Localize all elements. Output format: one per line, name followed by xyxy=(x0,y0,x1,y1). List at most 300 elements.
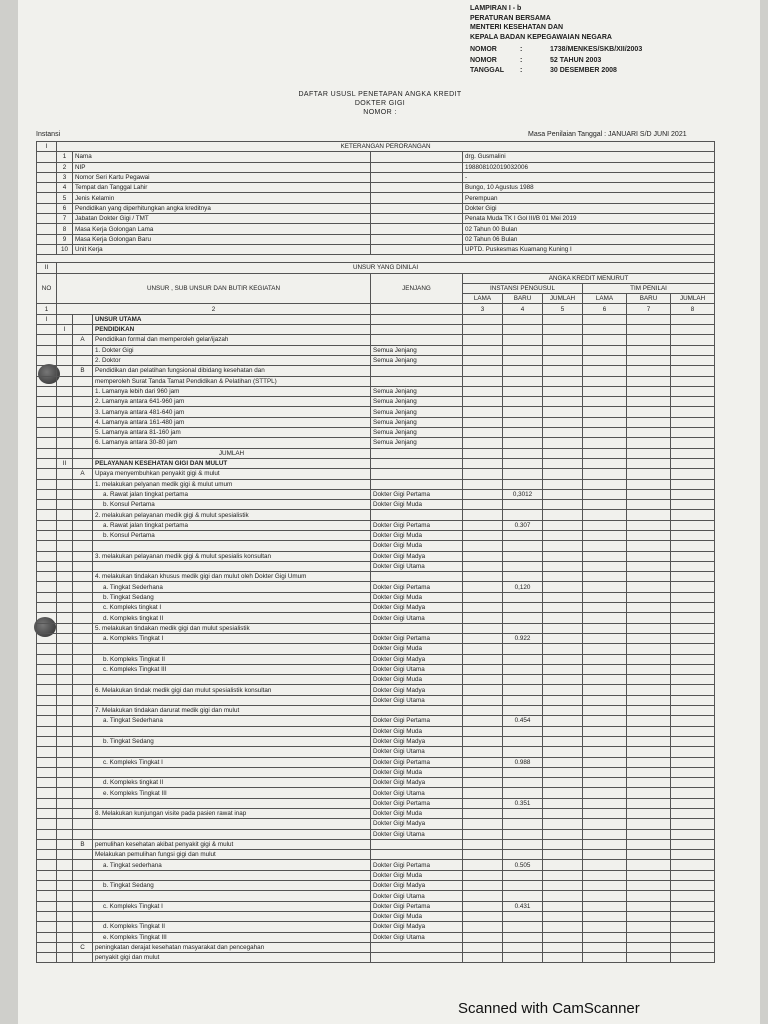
blank-cell xyxy=(463,767,503,777)
row-letter xyxy=(73,407,93,417)
row-no xyxy=(37,603,57,613)
blank-cell xyxy=(583,942,627,952)
blank-cell xyxy=(671,397,715,407)
blank-cell xyxy=(463,788,503,798)
blank-cell xyxy=(463,870,503,880)
row-jenjang: Dokter Gigi Utama xyxy=(371,932,463,942)
table-row xyxy=(37,386,715,396)
row-sub-no xyxy=(57,911,73,921)
row-letter: A xyxy=(73,335,93,345)
table-row xyxy=(37,623,715,633)
row-jenjang xyxy=(371,314,463,324)
personal-row xyxy=(37,162,715,172)
blank-cell xyxy=(627,335,671,345)
row-baru-value: 0.922 xyxy=(503,633,543,643)
row-letter xyxy=(73,695,93,705)
blank-cell xyxy=(583,500,627,510)
personal-no: 8 xyxy=(57,224,73,234)
table-row xyxy=(37,870,715,880)
row-no xyxy=(37,551,57,561)
row-baru-value xyxy=(503,726,543,736)
blank-cell xyxy=(371,304,463,314)
blank-cell xyxy=(627,469,671,479)
row-baru-value xyxy=(503,685,543,695)
blank-cell xyxy=(627,809,671,819)
blank-cell xyxy=(583,736,627,746)
row-no xyxy=(37,870,57,880)
header-baru: BARU xyxy=(503,294,543,304)
row-letter xyxy=(73,675,93,685)
blank-cell xyxy=(463,325,503,335)
blank-cell xyxy=(627,706,671,716)
personal-no: 4 xyxy=(57,183,73,193)
header-instansi: INSTANSI PENGUSUL xyxy=(463,283,583,293)
row-baru-value xyxy=(503,397,543,407)
table-row xyxy=(37,767,715,777)
blank-cell xyxy=(671,716,715,726)
camscanner-watermark: Scanned with CamScanner xyxy=(458,1000,640,1017)
blank-cell xyxy=(671,479,715,489)
blank-cell xyxy=(671,644,715,654)
row-letter xyxy=(73,438,93,448)
row-activity xyxy=(93,695,371,705)
ref-sep: : xyxy=(520,46,523,53)
row-jenjang xyxy=(371,479,463,489)
blank-cell xyxy=(463,469,503,479)
row-activity: penyakit gigi dan mulut xyxy=(93,953,371,963)
row-activity xyxy=(93,747,371,757)
row-letter: A xyxy=(73,469,93,479)
row-activity: pemulihan kesehatan akibat penyakit gigi & mulut xyxy=(93,839,371,849)
blank-cell xyxy=(583,613,627,623)
row-activity xyxy=(93,726,371,736)
row-sub-no xyxy=(57,582,73,592)
blank-cell xyxy=(463,809,503,819)
row-baru-value xyxy=(503,428,543,438)
table-row xyxy=(37,469,715,479)
row-sub-no: II xyxy=(57,458,73,468)
blank-cell xyxy=(627,438,671,448)
row-no xyxy=(37,500,57,510)
instansi-label: Instansi xyxy=(36,131,61,138)
row-jenjang: Dokter Gigi Utama xyxy=(371,561,463,571)
header-no: NO xyxy=(37,273,57,304)
title-line: DAFTAR USUSL PENETAPAN ANGKA KREDIT xyxy=(298,91,462,98)
lampiran-line: MENTERI KESEHATAN DAN xyxy=(470,24,564,31)
blank-cell xyxy=(583,757,627,767)
lampiran-line: KEPALA BADAN KEPEGAWAIAN NEGARA xyxy=(470,33,612,41)
row-letter xyxy=(73,706,93,716)
blank-cell xyxy=(543,850,583,860)
section-number: I xyxy=(37,142,57,152)
blank-cell xyxy=(463,417,503,427)
row-letter xyxy=(73,561,93,571)
blank-cell xyxy=(543,438,583,448)
row-no xyxy=(37,510,57,520)
blank-cell xyxy=(543,953,583,963)
blank-cell xyxy=(627,417,671,427)
blank-cell xyxy=(543,798,583,808)
blank-cell xyxy=(543,510,583,520)
row-activity: c. Kompleks Tingkat I xyxy=(93,901,371,911)
blank-cell xyxy=(543,335,583,345)
table-row xyxy=(37,603,715,613)
row-activity: c. Kompleks Tingkat I xyxy=(93,757,371,767)
blank-cell xyxy=(627,355,671,365)
blank-cell xyxy=(463,428,503,438)
row-jenjang: Semua Jenjang xyxy=(371,397,463,407)
blank-cell xyxy=(463,901,503,911)
personal-value: drg. Gusmalini xyxy=(463,152,715,162)
blank-cell xyxy=(463,798,503,808)
header-angka-kredit: ANGKA KREDIT MENURUT xyxy=(463,273,715,283)
row-sub-no xyxy=(57,798,73,808)
blank-cell xyxy=(627,325,671,335)
blank-cell xyxy=(627,603,671,613)
row-activity: 8. Melakukan kunjungan visite pada pasien rawat inap xyxy=(93,809,371,819)
blank-cell xyxy=(543,778,583,788)
personal-no: 7 xyxy=(57,214,73,224)
row-no xyxy=(37,448,57,458)
blank-cell xyxy=(543,314,583,324)
row-jenjang: Dokter Gigi Muda xyxy=(371,675,463,685)
row-jenjang xyxy=(371,706,463,716)
row-jenjang: Semua Jenjang xyxy=(371,386,463,396)
blank-cell xyxy=(627,870,671,880)
row-letter xyxy=(73,458,93,468)
row-sub-no xyxy=(57,530,73,540)
blank-cell xyxy=(627,551,671,561)
blank-cell xyxy=(671,850,715,860)
blank-cell xyxy=(371,214,463,224)
row-baru-value xyxy=(503,458,543,468)
ref-value: 1738/MENKES/SKB/XII/2003 xyxy=(550,46,643,53)
blank-cell xyxy=(627,386,671,396)
row-jenjang: Dokter Gigi Muda xyxy=(371,809,463,819)
row-jenjang xyxy=(371,469,463,479)
blank-cell xyxy=(583,603,627,613)
row-letter xyxy=(73,922,93,932)
blank-cell xyxy=(627,376,671,386)
blank-cell xyxy=(463,860,503,870)
blank-cell xyxy=(463,819,503,829)
blank-cell xyxy=(583,850,627,860)
blank-cell xyxy=(583,428,627,438)
blank-cell xyxy=(463,706,503,716)
lampiran-line: PERATURAN BERSAMA xyxy=(470,14,551,22)
table-row xyxy=(37,788,715,798)
blank-cell xyxy=(463,695,503,705)
blank-cell xyxy=(627,778,671,788)
title-line: DOKTER GIGI xyxy=(354,100,406,107)
row-activity: PENDIDIKAN xyxy=(93,325,371,335)
row-baru-value xyxy=(503,922,543,932)
row-activity: 5. Lamanya antara 81-160 jam xyxy=(93,428,371,438)
blank-cell xyxy=(543,901,583,911)
blank-cell xyxy=(627,767,671,777)
row-baru-value xyxy=(503,881,543,891)
row-jenjang xyxy=(371,376,463,386)
blank-cell xyxy=(463,458,503,468)
row-baru-value xyxy=(503,407,543,417)
ref-key: TANGGAL xyxy=(470,67,505,74)
section-row-personal xyxy=(37,142,715,152)
col-number: 7 xyxy=(627,304,671,314)
row-jenjang: Dokter Gigi Madya xyxy=(371,778,463,788)
row-baru-value xyxy=(503,438,543,448)
row-letter: B xyxy=(73,366,93,376)
row-sub-no xyxy=(57,551,73,561)
row-activity xyxy=(93,561,371,571)
reference-row xyxy=(470,66,642,77)
blank-cell xyxy=(543,654,583,664)
blank-cell xyxy=(627,345,671,355)
row-baru-value: 0.307 xyxy=(503,520,543,530)
blank-cell xyxy=(543,500,583,510)
blank-cell xyxy=(671,386,715,396)
table-row xyxy=(37,458,715,468)
row-activity: d. Kompleks tingkat II xyxy=(93,613,371,623)
blank-cell xyxy=(37,244,57,254)
blank-cell xyxy=(543,881,583,891)
row-baru-value xyxy=(503,541,543,551)
blank-cell xyxy=(463,922,503,932)
row-baru-value xyxy=(503,675,543,685)
row-no xyxy=(37,386,57,396)
row-jenjang: Dokter Gigi Madya xyxy=(371,654,463,664)
row-baru-value xyxy=(503,654,543,664)
row-baru-value: 0.988 xyxy=(503,757,543,767)
blank-cell xyxy=(627,850,671,860)
blank-cell xyxy=(543,767,583,777)
row-baru-value xyxy=(503,355,543,365)
blank-cell xyxy=(583,335,627,345)
blank-cell xyxy=(371,224,463,234)
blank-cell xyxy=(543,355,583,365)
row-jenjang: Dokter Gigi Pertama xyxy=(371,582,463,592)
blank-cell xyxy=(37,224,57,234)
blank-cell xyxy=(583,891,627,901)
row-activity: e. Kompleks Tingkat III xyxy=(93,788,371,798)
personal-value: 198808102019032006 xyxy=(463,162,715,172)
blank-cell xyxy=(627,397,671,407)
row-no xyxy=(37,428,57,438)
blank-cell xyxy=(671,932,715,942)
row-activity: 4. melakukan tindakan khusus medik gigi dan mulut oleh Dokter Gigi Umum xyxy=(93,572,371,582)
row-no xyxy=(37,366,57,376)
blank-cell xyxy=(371,193,463,203)
section-title: UNSUR YANG DINILAI xyxy=(57,263,715,273)
personal-label: Jabatan Dokter Gigi / TMT xyxy=(73,214,371,224)
row-activity xyxy=(93,870,371,880)
blank-cell xyxy=(671,489,715,499)
blank-cell xyxy=(627,500,671,510)
table-row xyxy=(37,489,715,499)
blank-cell xyxy=(37,162,57,172)
blank-cell xyxy=(583,881,627,891)
row-baru-value xyxy=(503,870,543,880)
section-number: II xyxy=(37,263,57,273)
personal-row xyxy=(37,244,715,254)
personal-label: Nama xyxy=(73,152,371,162)
row-activity: 3. melakukan pelayanan medik gigi & mulut spesialis konsultan xyxy=(93,551,371,561)
row-sub-no xyxy=(57,850,73,860)
personal-row xyxy=(37,234,715,244)
row-activity: 4. Lamanya antara 161-480 jam xyxy=(93,417,371,427)
blank-cell xyxy=(671,314,715,324)
row-letter: C xyxy=(73,942,93,952)
row-baru-value xyxy=(503,891,543,901)
blank-cell xyxy=(463,376,503,386)
personal-row xyxy=(37,172,715,182)
row-baru-value xyxy=(503,911,543,921)
row-jenjang: Semua Jenjang xyxy=(371,428,463,438)
row-no xyxy=(37,582,57,592)
personal-value: Perempuan xyxy=(463,193,715,203)
blank-cell xyxy=(543,397,583,407)
blank-cell xyxy=(671,407,715,417)
row-sub-no xyxy=(57,706,73,716)
table-row xyxy=(37,850,715,860)
blank-cell xyxy=(627,891,671,901)
blank-cell xyxy=(583,417,627,427)
blank-cell xyxy=(627,788,671,798)
row-letter xyxy=(73,767,93,777)
row-letter xyxy=(73,500,93,510)
row-letter xyxy=(73,757,93,767)
blank-cell xyxy=(463,520,503,530)
blank-cell xyxy=(627,881,671,891)
blank-cell xyxy=(671,953,715,963)
row-no xyxy=(37,798,57,808)
blank-cell xyxy=(583,633,627,643)
table-row xyxy=(37,592,715,602)
blank-cell xyxy=(671,510,715,520)
row-activity: d. Kompleks tingkat II xyxy=(93,778,371,788)
row-baru-value xyxy=(503,561,543,571)
row-no xyxy=(37,664,57,674)
blank-cell xyxy=(463,448,503,458)
blank-cell xyxy=(463,633,503,643)
row-no xyxy=(37,881,57,891)
row-sub-no xyxy=(57,613,73,623)
blank-cell xyxy=(671,325,715,335)
row-activity xyxy=(93,819,371,829)
row-no xyxy=(37,726,57,736)
row-sub-no xyxy=(57,376,73,386)
header-row xyxy=(37,273,715,283)
row-baru-value: 0.351 xyxy=(503,798,543,808)
table-row xyxy=(37,438,715,448)
blank-cell xyxy=(371,162,463,172)
row-baru-value xyxy=(503,850,543,860)
blank-cell xyxy=(671,603,715,613)
blank-cell xyxy=(671,582,715,592)
blank-cell xyxy=(583,520,627,530)
blank-cell xyxy=(543,942,583,952)
row-no xyxy=(37,417,57,427)
blank-cell xyxy=(543,325,583,335)
row-letter xyxy=(73,479,93,489)
blank-cell xyxy=(627,448,671,458)
row-jenjang: Dokter Gigi Pertama xyxy=(371,860,463,870)
ref-key: NOMOR xyxy=(470,46,497,53)
personal-value: Bungo, 10 Agustus 1988 xyxy=(463,183,715,193)
blank-cell xyxy=(463,932,503,942)
row-jenjang: Dokter Gigi Madya xyxy=(371,685,463,695)
row-no xyxy=(37,355,57,365)
personal-row xyxy=(37,203,715,213)
blank-cell xyxy=(583,345,627,355)
blank-cell xyxy=(583,561,627,571)
row-sub-no xyxy=(57,839,73,849)
row-letter xyxy=(73,747,93,757)
row-jenjang xyxy=(371,458,463,468)
personal-row xyxy=(37,193,715,203)
row-sub-no xyxy=(57,942,73,952)
blank-cell xyxy=(583,366,627,376)
row-activity: peningkatan derajat kesehatan masyarakat dan pencegahan xyxy=(93,942,371,952)
row-no xyxy=(37,592,57,602)
blank-cell xyxy=(627,489,671,499)
blank-cell xyxy=(543,366,583,376)
row-letter xyxy=(73,870,93,880)
blank-cell xyxy=(583,747,627,757)
row-baru-value xyxy=(503,592,543,602)
row-activity: Upaya menyembuhkan penyakit gigi & mulut xyxy=(93,469,371,479)
blank-cell xyxy=(627,520,671,530)
blank-cell xyxy=(627,633,671,643)
table-row xyxy=(37,335,715,345)
row-letter xyxy=(73,633,93,643)
row-jenjang xyxy=(371,448,463,458)
blank-cell xyxy=(543,891,583,901)
row-no xyxy=(37,613,57,623)
table-row xyxy=(37,891,715,901)
blank-cell xyxy=(463,397,503,407)
blank-cell xyxy=(583,489,627,499)
blank-cell xyxy=(463,736,503,746)
row-jenjang: Dokter Gigi Muda xyxy=(371,767,463,777)
blank-cell xyxy=(671,592,715,602)
blank-cell xyxy=(583,582,627,592)
blank-cell xyxy=(543,623,583,633)
row-no xyxy=(37,325,57,335)
row-jenjang: Dokter Gigi Pertama xyxy=(371,520,463,530)
blank-cell xyxy=(627,757,671,767)
row-baru-value: 0.431 xyxy=(503,901,543,911)
blank-cell xyxy=(627,572,671,582)
row-jenjang: Dokter Gigi Muda xyxy=(371,592,463,602)
blank-cell xyxy=(463,850,503,860)
row-no xyxy=(37,644,57,654)
row-sub-no xyxy=(57,922,73,932)
row-jenjang: Dokter Gigi Pertama xyxy=(371,901,463,911)
row-no xyxy=(37,860,57,870)
table-row xyxy=(37,685,715,695)
row-no xyxy=(37,623,57,633)
table-row xyxy=(37,932,715,942)
blank-cell xyxy=(37,152,57,162)
row-baru-value xyxy=(503,829,543,839)
row-no xyxy=(37,572,57,582)
row-jenjang xyxy=(371,942,463,952)
table-row xyxy=(37,881,715,891)
row-sub-no xyxy=(57,757,73,767)
row-jenjang: Dokter Gigi Madya xyxy=(371,922,463,932)
row-sub-no xyxy=(57,685,73,695)
blank-cell xyxy=(463,500,503,510)
